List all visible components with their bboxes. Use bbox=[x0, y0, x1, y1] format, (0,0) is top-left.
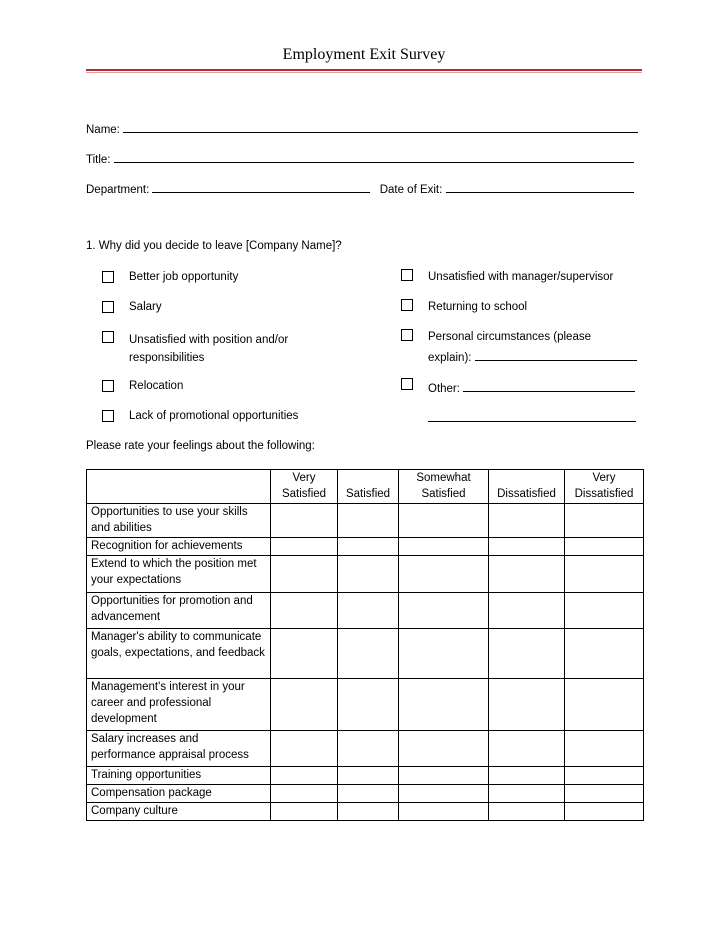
rating-cell[interactable] bbox=[338, 556, 399, 593]
checkbox-relocation[interactable] bbox=[102, 380, 114, 392]
option-unsatisfied-position: Unsatisfied with position and/or responsibilities bbox=[129, 334, 289, 364]
rating-cell[interactable] bbox=[489, 803, 565, 821]
rating-cell[interactable] bbox=[271, 593, 338, 629]
table-row bbox=[87, 538, 644, 556]
row-label: Salary increases and performance appraisal process bbox=[87, 731, 271, 767]
rating-cell[interactable] bbox=[565, 785, 644, 803]
row-label: Training opportunities bbox=[87, 767, 271, 785]
rating-cell[interactable] bbox=[565, 538, 644, 556]
rating-cell[interactable] bbox=[338, 767, 399, 785]
row-label: Company culture bbox=[87, 803, 271, 821]
rating-cell[interactable] bbox=[338, 785, 399, 803]
column-satisfied: Satisfied bbox=[338, 470, 399, 504]
row-label: Recognition for achievements bbox=[87, 538, 271, 556]
rating-cell[interactable] bbox=[489, 679, 565, 731]
explain-label: explain): bbox=[428, 352, 472, 364]
other-blank[interactable] bbox=[463, 380, 635, 392]
name-label: Name: bbox=[86, 124, 120, 136]
date-of-exit-label: Date of Exit: bbox=[379, 184, 443, 196]
rating-cell[interactable] bbox=[399, 538, 489, 556]
rating-cell[interactable] bbox=[489, 504, 565, 538]
checkbox-better-job[interactable] bbox=[102, 271, 114, 283]
table-row bbox=[87, 785, 644, 803]
rating-cell[interactable] bbox=[399, 785, 489, 803]
table-row bbox=[87, 767, 644, 785]
title-rule bbox=[86, 69, 642, 71]
rating-cell[interactable] bbox=[565, 731, 644, 767]
title-field-row bbox=[86, 151, 634, 166]
rating-header-blank bbox=[87, 470, 271, 504]
rating-cell[interactable] bbox=[399, 731, 489, 767]
rating-cell[interactable] bbox=[338, 679, 399, 731]
rating-header-row bbox=[87, 470, 644, 504]
rating-cell[interactable] bbox=[271, 767, 338, 785]
rating-cell[interactable] bbox=[399, 593, 489, 629]
rating-cell[interactable] bbox=[338, 593, 399, 629]
other-second-line bbox=[428, 410, 636, 425]
other-blank-2[interactable] bbox=[428, 410, 636, 422]
checkbox-other[interactable] bbox=[401, 378, 413, 390]
rating-cell[interactable] bbox=[565, 679, 644, 731]
row-label: Manager's ability to communicate goals, expectations, and feedback bbox=[87, 629, 271, 679]
rating-cell[interactable] bbox=[565, 593, 644, 629]
title-label: Title: bbox=[86, 154, 111, 166]
option-relocation: Relocation bbox=[129, 380, 184, 392]
rating-table bbox=[86, 469, 644, 821]
checkbox-unsatisfied-manager[interactable] bbox=[401, 269, 413, 281]
rating-cell[interactable] bbox=[271, 556, 338, 593]
rating-cell[interactable] bbox=[271, 785, 338, 803]
option-returning-school: Returning to school bbox=[428, 301, 528, 313]
rating-cell[interactable] bbox=[338, 731, 399, 767]
column-very-satisfied: Very Satisfied bbox=[271, 470, 338, 504]
rating-cell[interactable] bbox=[399, 679, 489, 731]
column-dissatisfied: Dissatisfied bbox=[489, 470, 565, 504]
table-row bbox=[87, 629, 644, 679]
rating-cell[interactable] bbox=[565, 556, 644, 593]
rating-cell[interactable] bbox=[489, 556, 565, 593]
rating-cell[interactable] bbox=[271, 504, 338, 538]
rating-cell[interactable] bbox=[399, 556, 489, 593]
row-label: Opportunities to use your skills and abilities bbox=[87, 504, 271, 538]
checkbox-unsatisfied-position[interactable] bbox=[102, 331, 114, 343]
department-blank[interactable] bbox=[152, 181, 370, 193]
rating-cell[interactable] bbox=[489, 629, 565, 679]
option-better-job: Better job opportunity bbox=[129, 271, 239, 283]
table-row bbox=[87, 731, 644, 767]
row-label: Management's interest in your career and professional development bbox=[87, 679, 271, 731]
name-field-row bbox=[86, 121, 638, 136]
option-salary: Salary bbox=[129, 301, 162, 313]
name-blank[interactable] bbox=[123, 121, 638, 133]
rating-cell[interactable] bbox=[565, 504, 644, 538]
rating-cell[interactable] bbox=[338, 538, 399, 556]
rating-cell[interactable] bbox=[489, 767, 565, 785]
table-row bbox=[87, 679, 644, 731]
explain-blank[interactable] bbox=[475, 349, 637, 361]
rating-cell[interactable] bbox=[489, 538, 565, 556]
title-rule-shadow bbox=[86, 72, 642, 73]
rating-cell[interactable] bbox=[489, 593, 565, 629]
checkbox-lack-promotion[interactable] bbox=[102, 410, 114, 422]
option-lack-promotion: Lack of promotional opportunities bbox=[129, 410, 299, 422]
rating-cell[interactable] bbox=[271, 629, 338, 679]
option-other bbox=[428, 380, 635, 395]
option-personal-circumstances-explain bbox=[428, 349, 637, 364]
rating-cell[interactable] bbox=[489, 731, 565, 767]
option-personal-circumstances: Personal circumstances (please bbox=[428, 331, 591, 343]
rating-cell[interactable] bbox=[565, 767, 644, 785]
rating-cell[interactable] bbox=[399, 803, 489, 821]
row-label: Extend to which the position met your expectations bbox=[87, 556, 271, 593]
other-label: Other: bbox=[428, 383, 460, 395]
row-label: Opportunities for promotion and advancement bbox=[87, 593, 271, 629]
rating-cell[interactable] bbox=[271, 803, 338, 821]
rating-cell[interactable] bbox=[565, 803, 644, 821]
rating-cell[interactable] bbox=[399, 504, 489, 538]
rating-cell[interactable] bbox=[338, 803, 399, 821]
document-title: Employment Exit Survey bbox=[282, 46, 446, 63]
rating-cell[interactable] bbox=[271, 679, 338, 731]
question-1: 1. Why did you decide to leave [Company Name]? bbox=[86, 240, 342, 252]
table-row bbox=[87, 504, 644, 538]
rating-cell[interactable] bbox=[338, 629, 399, 679]
rating-intro: Please rate your feelings about the following: bbox=[86, 440, 315, 452]
checkbox-returning-school[interactable] bbox=[401, 299, 413, 311]
rating-cell[interactable] bbox=[565, 629, 644, 679]
department-field-row bbox=[86, 181, 634, 196]
checkbox-salary[interactable] bbox=[102, 301, 114, 313]
row-label: Compensation package bbox=[87, 785, 271, 803]
table-row bbox=[87, 803, 644, 821]
date-of-exit-blank[interactable] bbox=[446, 181, 634, 193]
rating-cell[interactable] bbox=[399, 629, 489, 679]
rating-cell[interactable] bbox=[271, 731, 338, 767]
rating-cell[interactable] bbox=[399, 767, 489, 785]
department-label: Department: bbox=[86, 184, 150, 196]
column-very-dissatisfied: Very Dissatisfied bbox=[565, 470, 644, 504]
title-blank[interactable] bbox=[114, 151, 634, 163]
table-row bbox=[87, 593, 644, 629]
table-row bbox=[87, 556, 644, 593]
rating-cell[interactable] bbox=[271, 538, 338, 556]
rating-cell[interactable] bbox=[489, 785, 565, 803]
option-unsatisfied-manager: Unsatisfied with manager/supervisor bbox=[428, 271, 614, 283]
column-somewhat-satisfied: Somewhat Satisfied bbox=[399, 470, 489, 504]
checkbox-personal-circumstances[interactable] bbox=[401, 329, 413, 341]
rating-cell[interactable] bbox=[338, 504, 399, 538]
